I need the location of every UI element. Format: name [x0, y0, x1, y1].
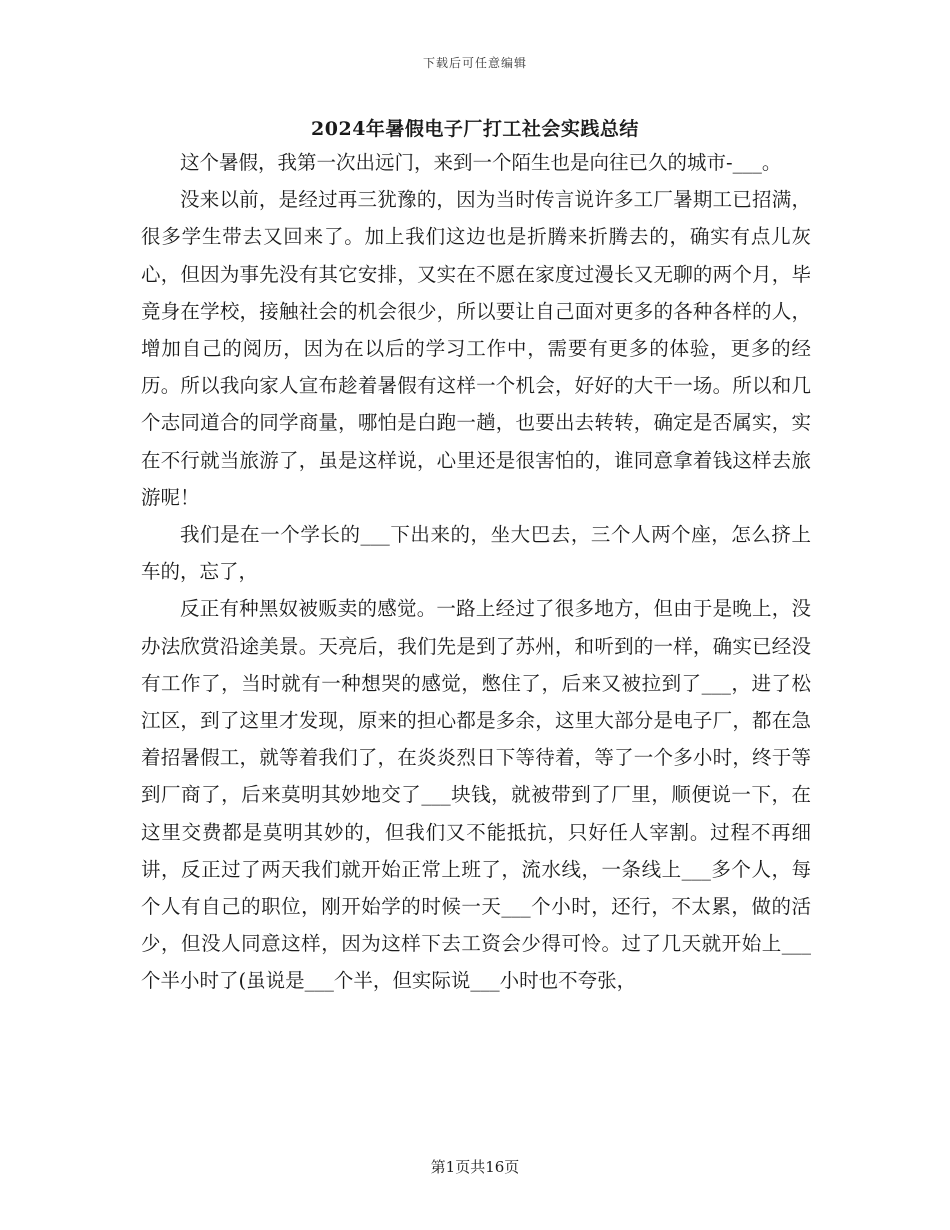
- header-note: 下载后可任意编辑: [422, 56, 527, 70]
- paragraph-4: 反正有种黑奴被贩卖的感觉。一路上经过了很多地方，但由于是晚上，没办法欣赏沿途美景。天亮后，我们先是到了苏州，和听到的一样，确实已经没有工作了，当时就有一种想哭的感觉，憋住了，后来又被拉到了___，进了松江区，到了这里才发现，原来的担心都是多余，这里大部分是电子厂，都在急着招暑假工，就等着我们了，在炎炎烈日下等待着，等了一个多小时，终于等到厂商了，后来莫明其妙地交了___块钱，就被带到了厂里，顺便说一下，在这里交费都是莫明其妙的，但我们又不能抵抗，只好任人宰割。过程不再细讲，反正过了两天我们就开始正常上班了，流水线，一条线上___多个人，每个人有自己的职位，刚开始学的时候一天___个小时，还行，不太累，做的活少，但没人同意这样，因为这样下去工资会少得可怜。过了几天就开始上___个半小时了(虽说是___个半，但实际说___小时也不夸张，: [141, 597, 811, 993]
- paragraph-2: 没来以前，是经过再三犹豫的，因为当时传言说许多工厂暑期工已招满，很多学生带去又回来了。加上我们这边也是折腾来折腾去的，确实有点儿灰心，但因为事先没有其它安排，又实在不愿在家度过漫长又无聊的两个月，毕竟身在学校，接触社会的机会很少，所以要让自己面对更多的各种各样的人，增加自己的阅历，因为在以后的学习工作中，需要有更多的体验，更多的经历。所以我向家人宣布趁着暑假有这样一个机会，好好的大干一场。所以和几个志同道合的同学商量，哪怕是白跑一趟，也要出去转转，确定是否属实，实在不行就当旅游了，虽是这样说，心里还是很害怕的，谁同意拿着钱这样去旅游呢！: [141, 188, 811, 509]
- page-footer: 第1页共16页: [430, 1158, 520, 1176]
- document-title: 2024年暑假电子厂打工社会实践总结: [311, 118, 639, 140]
- paragraph-1: 这个暑假，我第一次出远门，来到一个陌生也是向往已久的城市-___。: [180, 151, 782, 174]
- document-body: [141, 144, 811, 1000]
- paragraph-3: 我们是在一个学长的___下出来的，坐大巴去，三个人两个座，怎么挤上车的，忘了，: [141, 523, 811, 584]
